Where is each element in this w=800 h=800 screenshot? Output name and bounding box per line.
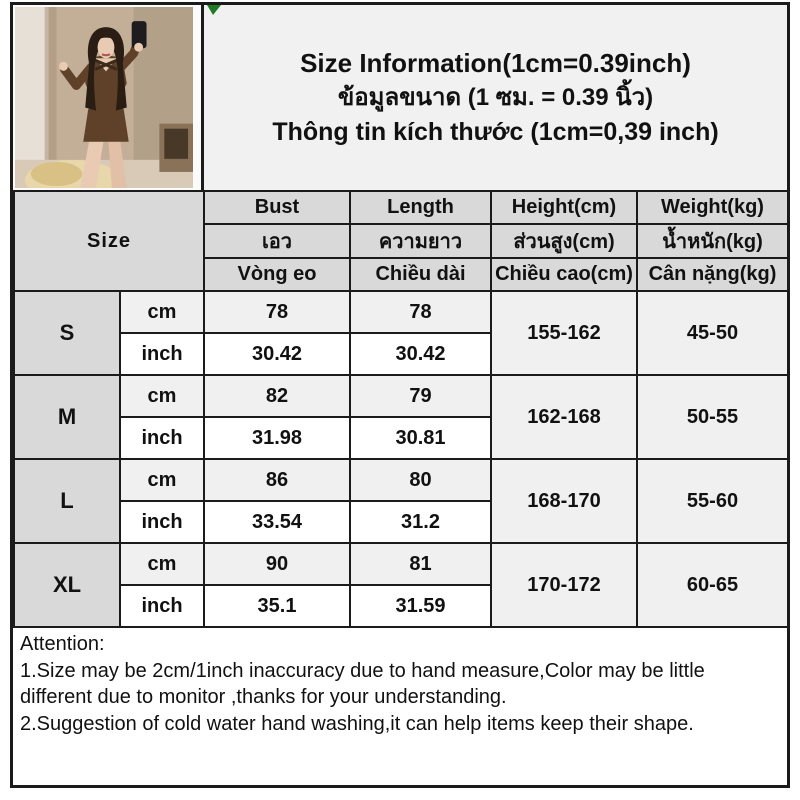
col-header-length-en: Length bbox=[350, 191, 491, 224]
bust-inch-xl: 35.1 bbox=[204, 585, 350, 627]
height-range-l: 168-170 bbox=[491, 459, 637, 543]
bust-inch-l: 33.54 bbox=[204, 501, 350, 543]
size-label-s: S bbox=[14, 291, 120, 375]
unit-cell: inch bbox=[120, 501, 204, 543]
unit-cell: cm bbox=[120, 459, 204, 501]
unit-cell: cm bbox=[120, 543, 204, 585]
table-row bbox=[14, 291, 788, 333]
height-range-m: 162-168 bbox=[491, 375, 637, 459]
height-range-s: 155-162 bbox=[491, 291, 637, 375]
attention-note-2: 2.Suggestion of cold water hand washing,it can help items keep their shape. bbox=[20, 712, 694, 735]
col-header-bust-th: เอว bbox=[204, 224, 350, 258]
outer-frame bbox=[10, 2, 790, 788]
table-row bbox=[14, 543, 788, 585]
size-label-xl: XL bbox=[14, 543, 120, 627]
weight-range-xl: 60-65 bbox=[637, 543, 788, 627]
col-header-bust-vi: Vòng eo bbox=[204, 258, 350, 291]
header-row-en bbox=[14, 191, 788, 224]
length-cm-l: 80 bbox=[350, 459, 491, 501]
unit-cell: inch bbox=[120, 585, 204, 627]
size-label-l: L bbox=[14, 459, 120, 543]
bust-cm-l: 86 bbox=[204, 459, 350, 501]
unit-cell: inch bbox=[120, 333, 204, 375]
title-panel bbox=[204, 5, 787, 190]
length-cm-xl: 81 bbox=[350, 543, 491, 585]
weight-range-m: 50-55 bbox=[637, 375, 788, 459]
length-inch-s: 30.42 bbox=[350, 333, 491, 375]
bust-cm-m: 82 bbox=[204, 375, 350, 417]
col-header-length-vi: Chiều dài bbox=[350, 258, 491, 291]
unit-cell: inch bbox=[120, 417, 204, 459]
length-inch-m: 30.81 bbox=[350, 417, 491, 459]
title-vietnamese: Thông tin kích thước (1cm=0,39 inch) bbox=[272, 117, 719, 146]
size-table bbox=[13, 190, 789, 628]
length-cm-m: 79 bbox=[350, 375, 491, 417]
size-corner-header: Size bbox=[14, 191, 204, 291]
title-english: Size Information(1cm=0.39inch) bbox=[300, 48, 691, 78]
length-cm-s: 78 bbox=[350, 291, 491, 333]
size-label-m: M bbox=[14, 375, 120, 459]
top-section bbox=[13, 5, 787, 190]
unit-cell: cm bbox=[120, 375, 204, 417]
product-photo bbox=[13, 5, 204, 190]
height-range-xl: 170-172 bbox=[491, 543, 637, 627]
attention-section bbox=[13, 628, 787, 785]
col-header-weight-th: น้ำหนัก(kg) bbox=[637, 224, 788, 258]
weight-range-l: 55-60 bbox=[637, 459, 788, 543]
table-row bbox=[14, 375, 788, 417]
title-thai: ข้อมูลขนาด (1 ซม. = 0.39 นิ้ว) bbox=[337, 84, 654, 112]
col-header-weight-vi: Cân nặng(kg) bbox=[637, 258, 788, 291]
bust-cm-s: 78 bbox=[204, 291, 350, 333]
attention-note-1: 1.Size may be 2cm/1inch inaccuracy due to hand measure,Color may be little different due to monitor ,thanks for your understanding. bbox=[20, 659, 705, 709]
bust-inch-s: 30.42 bbox=[204, 333, 350, 375]
attention-heading: Attention: bbox=[20, 633, 105, 655]
col-header-weight-en: Weight(kg) bbox=[637, 191, 788, 224]
col-header-length-th: ความยาว bbox=[350, 224, 491, 258]
green-corner-marker bbox=[207, 5, 221, 15]
model-selfie-illustration bbox=[15, 7, 193, 188]
bust-cm-xl: 90 bbox=[204, 543, 350, 585]
col-header-height-vi: Chiều cao(cm) bbox=[491, 258, 637, 291]
length-inch-xl: 31.59 bbox=[350, 585, 491, 627]
col-header-height-th: ส่วนสูง(cm) bbox=[491, 224, 637, 258]
length-inch-l: 31.2 bbox=[350, 501, 491, 543]
bust-inch-m: 31.98 bbox=[204, 417, 350, 459]
col-header-height-en: Height(cm) bbox=[491, 191, 637, 224]
table-row bbox=[14, 459, 788, 501]
size-table-header bbox=[14, 191, 788, 291]
weight-range-s: 45-50 bbox=[637, 291, 788, 375]
col-header-bust-en: Bust bbox=[204, 191, 350, 224]
unit-cell: cm bbox=[120, 291, 204, 333]
